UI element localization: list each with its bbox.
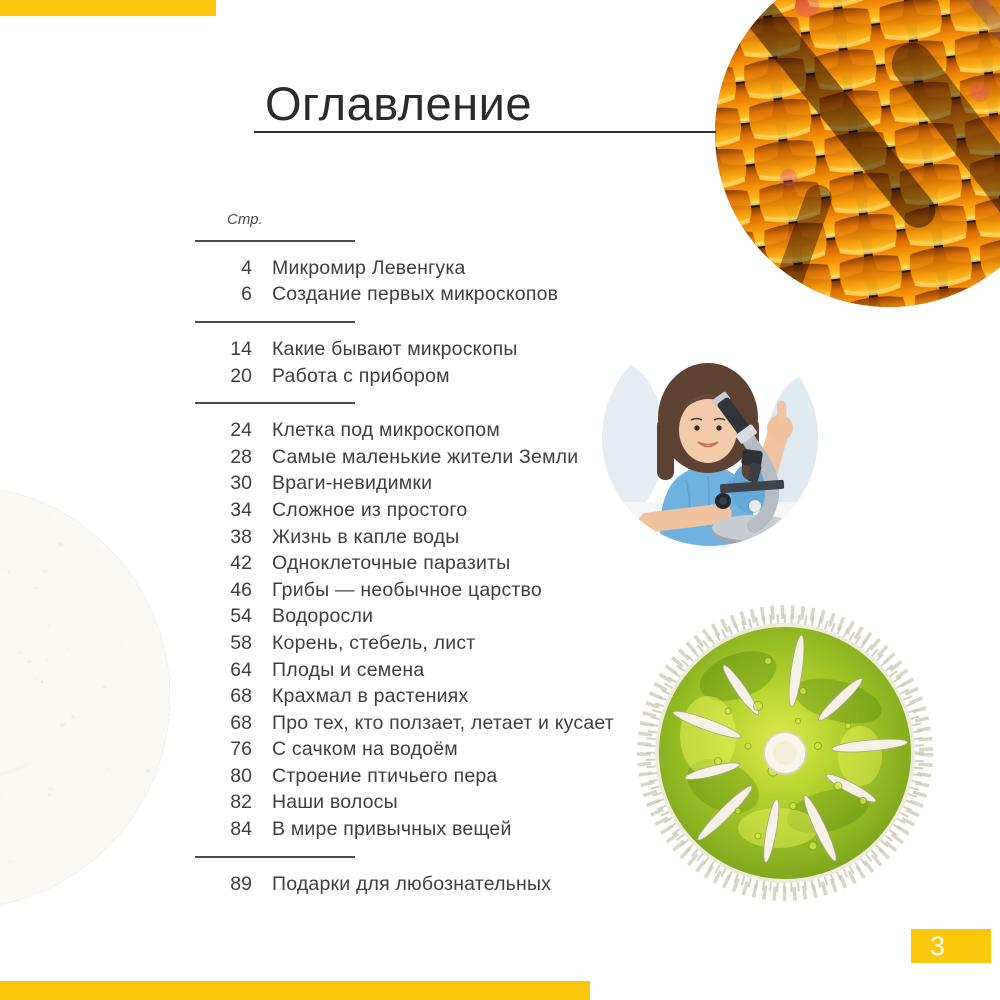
toc-row xyxy=(195,657,625,684)
toc-column-header: Стр. xyxy=(227,211,263,228)
page-title: Оглавление xyxy=(265,77,533,130)
toc-entry-title: Наши волосы xyxy=(272,791,398,814)
toc-entry-title: Враги-невидимки xyxy=(272,472,433,495)
toc-entry-title: Сложное из простого xyxy=(272,498,468,521)
toc-row xyxy=(195,471,625,498)
toc-row xyxy=(195,630,625,657)
title-underline xyxy=(254,131,716,133)
bottom-accent-bar xyxy=(0,981,590,1000)
toc-page-number: 24 xyxy=(230,419,252,442)
butterfly-wing-micrograph-image xyxy=(715,0,1000,307)
toc-page-number: 46 xyxy=(230,578,252,601)
toc-row xyxy=(195,790,625,817)
toc-entry-title: Клетка под микроскопом xyxy=(272,419,500,442)
toc-entry-title: Про тех, кто ползает, летает и кусает xyxy=(272,711,614,734)
toc-page-number: 68 xyxy=(230,711,252,734)
toc-page-number: 28 xyxy=(230,445,252,468)
green-algae-graphic xyxy=(628,596,942,910)
toc-row xyxy=(195,550,625,577)
toc-page-number: 64 xyxy=(230,658,252,681)
toc-page-number: 54 xyxy=(230,605,252,628)
toc-row xyxy=(195,417,625,444)
toc-row xyxy=(195,604,625,631)
toc-row xyxy=(195,763,625,790)
toc-row xyxy=(195,577,625,604)
toc-entry-title: Одноклеточные паразиты xyxy=(272,552,511,575)
toc-page-number: 80 xyxy=(230,764,252,787)
butterfly-wing-graphic xyxy=(715,0,1000,307)
toc-entry-title: В мире привычных вещей xyxy=(272,818,512,841)
toc-entry-title: Грибы — необычное царство xyxy=(272,578,542,601)
toc-page-number: 76 xyxy=(230,738,252,761)
toc-row xyxy=(195,871,625,898)
toc-page-number: 34 xyxy=(230,498,252,521)
section-divider xyxy=(195,321,355,323)
section-divider xyxy=(195,240,355,242)
toc-row xyxy=(195,497,625,524)
toc-page-number: 68 xyxy=(230,685,252,708)
fiber-texture-graphic xyxy=(0,485,170,909)
toc-entry-title: Крахмал в растениях xyxy=(272,685,469,708)
top-accent-bar xyxy=(0,0,216,16)
toc-row xyxy=(195,282,625,309)
toc-entry-title: Какие бывают микроскопы xyxy=(272,337,518,360)
toc-page-number: 4 xyxy=(241,256,252,279)
page-number-box xyxy=(911,929,991,963)
table-of-contents xyxy=(195,240,625,897)
toc-page-number: 58 xyxy=(230,631,252,654)
toc-entry-title: Водоросли xyxy=(272,605,374,628)
toc-entry-title: Создание первых микроскопов xyxy=(272,283,559,306)
toc-row xyxy=(195,524,625,551)
toc-page-number: 89 xyxy=(230,872,252,895)
toc-entry-title: Строение птичьего пера xyxy=(272,764,498,787)
toc-entry-title: С сачком на водоём xyxy=(272,738,458,761)
section-divider xyxy=(195,856,355,858)
toc-row xyxy=(195,363,625,390)
toc-row xyxy=(195,444,625,471)
toc-page-number: 14 xyxy=(230,337,252,360)
toc-entry-title: Подарки для любознательных xyxy=(272,872,552,895)
toc-page-number: 84 xyxy=(230,818,252,841)
girl-with-microscope-photo xyxy=(602,330,818,546)
toc-page-number: 30 xyxy=(230,472,252,495)
toc-entry-title: Работа с прибором xyxy=(272,364,450,387)
girl-with-microscope-graphic xyxy=(602,330,818,546)
toc-row xyxy=(195,255,625,282)
toc-row xyxy=(195,737,625,764)
page-number: 3 xyxy=(930,931,946,961)
toc-row xyxy=(195,336,625,363)
toc-page-number: 6 xyxy=(241,283,252,306)
section-divider xyxy=(195,402,355,404)
green-algae-micrograph-image xyxy=(628,596,942,910)
toc-row xyxy=(195,683,625,710)
toc-entry-title: Жизнь в капле воды xyxy=(272,525,460,548)
toc-entry-title: Микромир Левенгука xyxy=(272,256,466,279)
toc-row xyxy=(195,710,625,737)
toc-entry-title: Корень, стебель, лист xyxy=(272,631,476,654)
toc-page-number: 82 xyxy=(230,791,252,814)
toc-entry-title: Плоды и семена xyxy=(272,658,425,681)
toc-row xyxy=(195,816,625,843)
toc-page-number: 20 xyxy=(230,364,252,387)
toc-page-number: 38 xyxy=(230,525,252,548)
toc-page-number: 42 xyxy=(230,552,252,575)
fiber-micrograph-image xyxy=(0,485,170,909)
toc-entry-title: Самые маленькие жители Земли xyxy=(272,445,579,468)
